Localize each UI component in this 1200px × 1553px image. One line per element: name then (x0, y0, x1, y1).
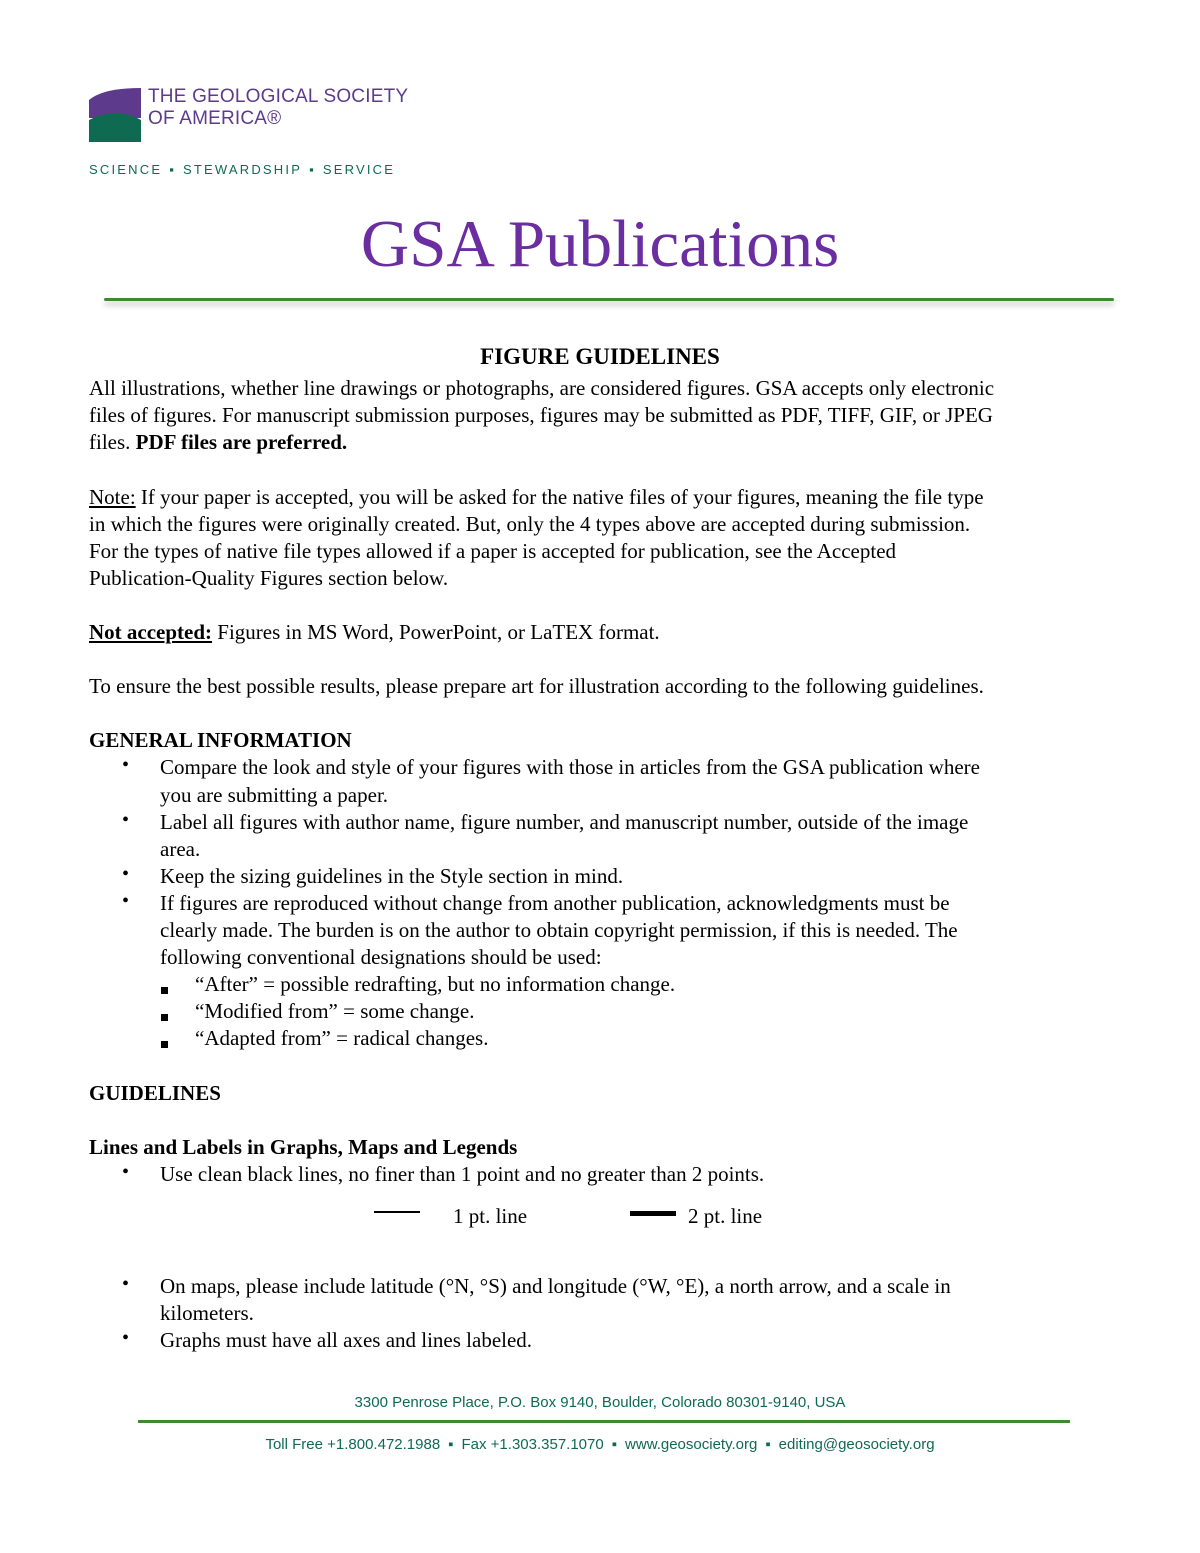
note-line-3: For the types of native file types allowed if a paper is accepted for publication, see the Accepted (89, 539, 897, 563)
guidelines-heading: GUIDELINES (89, 1081, 221, 1105)
note-line-2: in which the figures were originally created. But, only the 4 types above are accepted during submission. (89, 512, 971, 536)
tagline-separator: ▪ (309, 162, 316, 177)
note-label: Note: (89, 485, 136, 509)
square-bullet-icon (161, 981, 168, 999)
graph-bullet: Graphs must have all axes and lines labeled. (160, 1328, 533, 1352)
gsa-logo-mark-icon (89, 88, 141, 142)
footer-separator: ▪ (448, 1436, 454, 1453)
tagline-separator: ▪ (169, 162, 177, 177)
lines-labels-heading: Lines and Labels in Graphs, Maps and Legends (89, 1135, 518, 1159)
tagline-science: SCIENCE (89, 162, 163, 177)
tagline-service: SERVICE (322, 162, 396, 177)
general-info-heading: GENERAL INFORMATION (89, 728, 352, 752)
lines-bullet: Use clean black lines, no finer than 1 point and no greater than 2 points. (160, 1162, 765, 1186)
footer-toll-free: Toll Free +1.800.472.1988 (265, 1436, 441, 1453)
bullet-icon: • (122, 809, 130, 831)
not-accepted-label: Not accepted: (89, 620, 213, 644)
intro-line-3 (89, 429, 347, 456)
header-divider (104, 298, 1114, 301)
two-point-line-label: 2 pt. line (688, 1204, 763, 1228)
intro-line-2: files of figures. For manuscript submission purposes, figures may be submitted as PDF, TIFF, GIF, or JPEG (89, 403, 993, 427)
note-line-4: Publication-Quality Figures section below. (89, 566, 449, 590)
general-bullet-2-line-1: Label all figures with author name, figure number, and manuscript number, outside of the image (160, 810, 969, 834)
square-bullet-icon (161, 1008, 168, 1026)
bullet-icon: • (122, 1327, 130, 1349)
sub-bullet-adapted: “Adapted from” = radical changes. (195, 1026, 489, 1050)
bullet-icon: • (122, 754, 130, 776)
one-point-line-sample (374, 1211, 420, 1213)
tagline-stewardship: STEWARDSHIP (183, 162, 303, 177)
section-heading-figure-guidelines: FIGURE GUIDELINES (480, 344, 720, 369)
intro-line-1: All illustrations, whether line drawings or photographs, are considered figures. GSA accepts only electronic (89, 376, 995, 400)
page-title: GSA Publications (360, 207, 840, 281)
two-point-line-sample (630, 1211, 676, 1216)
general-bullet-3-line-1: Keep the sizing guidelines in the Style section in mind. (160, 864, 624, 888)
footer-divider (138, 1420, 1070, 1423)
general-bullet-1-line-1: Compare the look and style of your figures with those in articles from the GSA publication where (160, 755, 980, 779)
bullet-icon: • (122, 890, 130, 912)
note-line-1 (89, 484, 984, 511)
footer-separator: ▪ (611, 1436, 618, 1453)
square-bullet-icon (161, 1035, 168, 1053)
footer-fax: Fax +1.303.357.1070 (461, 1436, 604, 1453)
tagline (89, 162, 395, 177)
footer-email-link[interactable]: editing@geosociety.org (778, 1436, 935, 1453)
bullet-icon: • (122, 1273, 130, 1295)
ensure-text: To ensure the best possible results, please prepare art for illustration according to the following guidelines. (89, 674, 984, 698)
org-name (148, 86, 408, 130)
note-text: If your paper is accepted, you will be asked for the native files of your figures, meaning the file type (135, 485, 984, 509)
bullet-icon: • (122, 863, 130, 885)
footer-address: 3300 Penrose Place, P.O. Box 9140, Boulder, Colorado 80301-9140, USA (354, 1394, 846, 1411)
footer-website-link[interactable]: www.geosociety.org (625, 1436, 758, 1453)
map-bullet-line-2: kilometers. (160, 1301, 254, 1325)
one-point-line-label: 1 pt. line (453, 1204, 528, 1228)
general-bullet-2-line-2: area. (160, 837, 201, 861)
intro-pdf-preferred: PDF files are preferred. (135, 430, 348, 454)
general-bullet-4-line-3: following conventional designations should be used: (160, 945, 602, 969)
general-bullet-4-line-2: clearly made. The burden is on the author to obtain copyright permission, if this is needed. The (160, 918, 958, 942)
footer-separator: ▪ (765, 1436, 771, 1453)
sub-bullet-modified: “Modified from” = some change. (195, 999, 475, 1023)
general-bullet-4-line-1: If figures are reproduced without change from another publication, acknowledgments must be (160, 891, 950, 915)
not-accepted-line (89, 619, 660, 646)
general-bullet-1-line-2: you are submitting a paper. (160, 783, 389, 807)
not-accepted-text: Figures in MS Word, PowerPoint, or LaTEX format. (212, 620, 660, 644)
bullet-icon: • (122, 1161, 130, 1183)
intro-last-text: files. (89, 430, 136, 454)
org-name-line1: THE GEOLOGICAL SOCIETY (148, 86, 409, 107)
map-bullet-line-1: On maps, please include latitude (°N, °S) and longitude (°W, °E), a north arrow, and a scale in (160, 1274, 951, 1298)
org-name-line2: OF AMERICA® (148, 108, 282, 129)
sub-bullet-after: “After” = possible redrafting, but no information change. (195, 972, 676, 996)
footer-contact (0, 1436, 1200, 1453)
